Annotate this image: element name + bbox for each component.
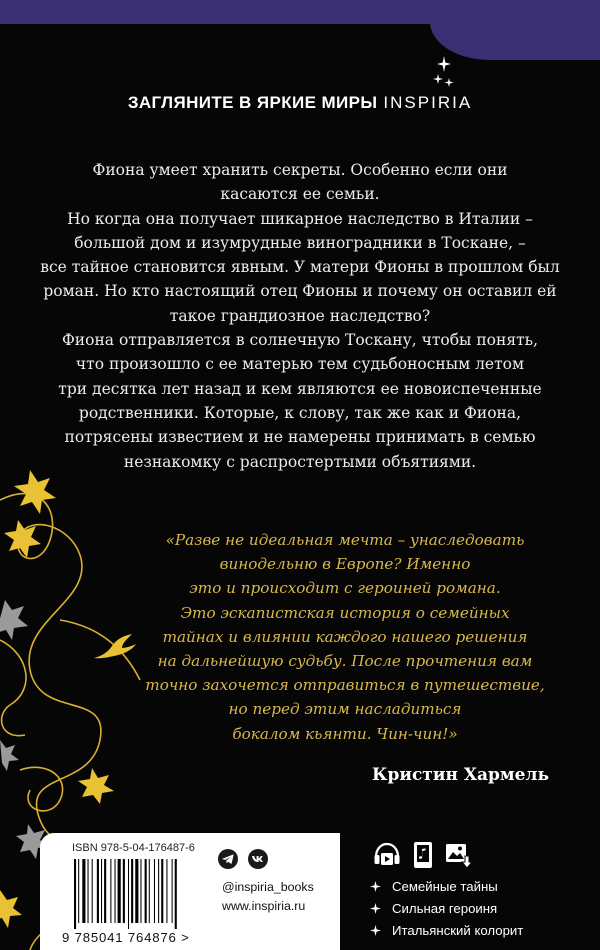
telegram-icon[interactable] xyxy=(218,849,238,869)
barcode-bar xyxy=(154,859,155,923)
top-notch xyxy=(430,0,600,60)
tag-label: Семейные тайны xyxy=(392,879,498,894)
blurb-line: три десятка лет назад и кем являются ее новоиспеченные xyxy=(58,379,542,398)
barcode-bar xyxy=(128,859,129,929)
barcode-bar xyxy=(115,859,116,923)
blurb-line: Фиона умеет хранить секреты. Особенно если они xyxy=(92,161,508,179)
website-link[interactable]: www.inspiria.ru xyxy=(222,899,306,913)
isbn-label: ISBN 978-5-04-176487-6 xyxy=(72,842,195,854)
quote-author: Кристин Хармель xyxy=(372,765,550,785)
vk-icon[interactable] xyxy=(248,849,268,869)
blurb-line: Фиона отправляется в солнечную Тоскану, чтобы понять, xyxy=(61,331,539,350)
blurb-line: родственники. Которые, к слову, так же как и Фиона, xyxy=(78,403,522,422)
quote-line: бокалом кьянти. Чин-чин!» xyxy=(232,724,458,743)
barcode-bar xyxy=(131,859,133,923)
brand-name: INSPIRIA xyxy=(383,93,473,112)
sparkle-icon xyxy=(432,56,456,92)
barcode-bar xyxy=(92,859,93,923)
blurb-line: потрясены известием и не намерены принимать в семью xyxy=(64,428,536,447)
barcode-bar xyxy=(104,859,106,923)
review-quote xyxy=(120,528,570,746)
blurb-line: что произошло с ее матерью тем судьбоносным летом xyxy=(75,355,525,374)
ebook-icon xyxy=(408,840,438,870)
blurb-line: роман. Но кто настоящий отец Фионы и почему он оставил ей xyxy=(43,282,557,301)
quote-line: тайнах и влиянии каждого нашего решения xyxy=(162,627,528,646)
quote-line: это и происходит с героиней романа. xyxy=(189,579,501,598)
quote-line: «Разве не идеальная мечта – унаследовать xyxy=(165,531,525,549)
series-banner xyxy=(0,93,600,113)
barcode-bar xyxy=(140,859,141,923)
barcode-bar xyxy=(82,859,85,923)
tag-item xyxy=(370,898,590,920)
barcode-bar xyxy=(149,859,150,923)
barcode-bar xyxy=(88,859,89,923)
quote-line: но перед этим насладиться xyxy=(228,700,462,719)
barcode-number: 9 785041 764876 > xyxy=(62,930,190,945)
barcode-bar xyxy=(175,859,177,929)
barcode-bar xyxy=(78,859,79,923)
barcode-bar xyxy=(161,859,163,923)
quote-line: Это эскапистская история о семейных xyxy=(180,603,510,622)
barcode-bar xyxy=(118,859,121,923)
barcode-bar xyxy=(101,859,102,923)
barcode-bar xyxy=(74,859,76,929)
barcode-bar xyxy=(135,859,138,923)
barcode-bar xyxy=(110,859,111,923)
star-icon xyxy=(370,898,384,920)
blurb-line: такое грандиозное наследство? xyxy=(169,306,431,325)
social-handle[interactable]: @inspiria_books xyxy=(222,880,314,894)
blurb-line: большой дом и изумрудные виноградники в Тоскане, – xyxy=(74,233,526,252)
tag-item xyxy=(370,876,590,898)
star-icon xyxy=(370,876,384,898)
star-icon xyxy=(370,920,384,942)
blurb-line: касаются ее семьи. xyxy=(220,185,380,204)
barcode-bar xyxy=(166,859,167,923)
barcode-bar xyxy=(172,859,173,923)
isbn-panel xyxy=(40,833,340,950)
quote-line: точно захочется отправиться в путешествие, xyxy=(145,676,545,695)
tag-label: Сильная героиня xyxy=(392,901,498,916)
blurb-line: все тайное становится явным. У матери Фионы в прошлом был xyxy=(40,258,560,277)
download-icon xyxy=(444,840,474,870)
barcode xyxy=(74,859,204,929)
quote-line: винодельню в Европе? Именно xyxy=(219,555,471,574)
tag-list xyxy=(370,876,590,942)
barcode-bar xyxy=(158,859,159,923)
blurb-line: Но когда она получает шикарное наследство в Италии – xyxy=(67,209,533,228)
barcode-bar xyxy=(97,859,99,923)
blurb-line: незнакомку с распростертыми объятиями. xyxy=(123,452,477,471)
tag-label: Итальянский колорит xyxy=(392,923,524,938)
series-text: ЗАГЛЯНИТЕ В ЯРКИЕ МИРЫ xyxy=(127,93,378,112)
book-blurb xyxy=(40,158,560,474)
audiobook-icon xyxy=(372,840,402,870)
tag-item xyxy=(370,920,590,942)
barcode-bar xyxy=(145,859,147,923)
barcode-bar xyxy=(123,859,125,923)
quote-line: на дальнейшую судьбу. После прочтения вам xyxy=(157,652,533,671)
